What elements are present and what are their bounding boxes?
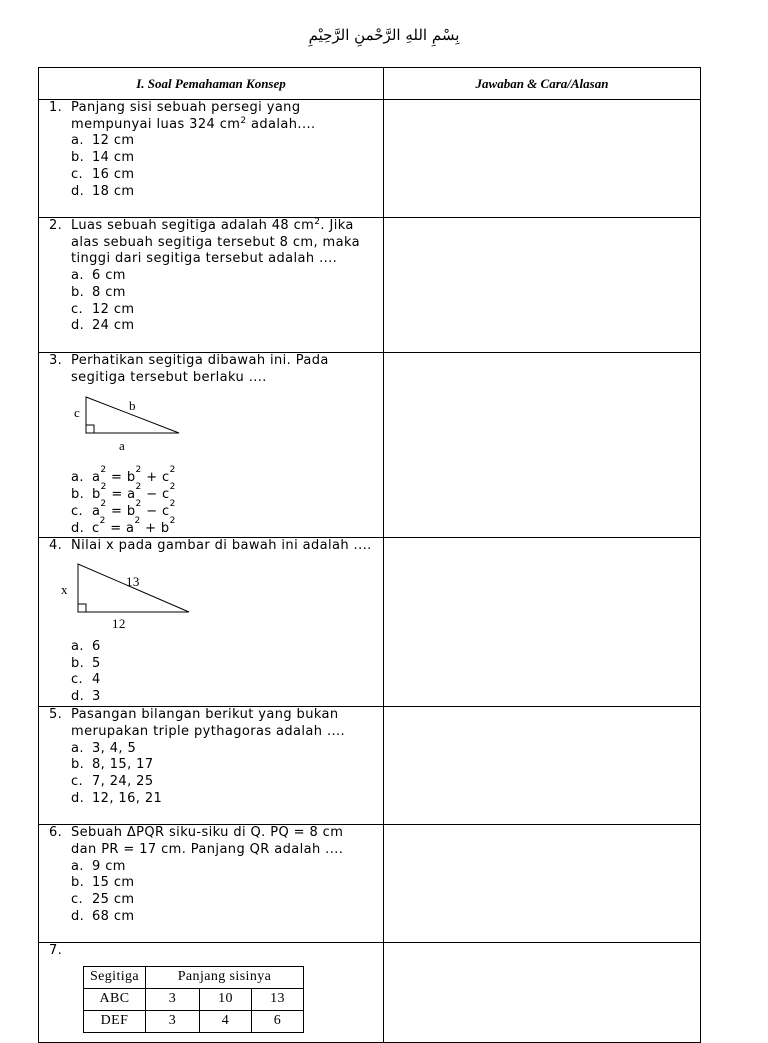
answer-cell-3[interactable] (384, 353, 701, 538)
option-b: b. 14 cm (71, 150, 135, 166)
option-b: b. 15 cm (71, 875, 135, 891)
option-d: d. 3 (71, 689, 101, 705)
question-row-2 (39, 218, 701, 353)
question-text: Luas sebuah segitiga adalah 48 $cm^2$. Jika (71, 217, 354, 233)
side-label-base: 12 (112, 615, 126, 631)
question-row-6 (39, 825, 701, 943)
question-number: 1. (49, 100, 63, 115)
option-a: a. 9 cm (71, 858, 126, 874)
question-5 (39, 707, 383, 807)
table-cell: 6 (252, 1010, 304, 1032)
option-list (71, 741, 379, 808)
option-a: a. 6 (71, 638, 101, 654)
option-d: d. 18 cm (71, 183, 135, 199)
question-number: 3. (49, 353, 63, 368)
column-header-questions: I. Soal Pemahaman Konsep (39, 68, 384, 100)
question-1 (39, 100, 383, 200)
option-a: a. 12 cm (71, 133, 135, 149)
question-text: Sebuah ΔPQR siku-siku di Q. PQ = 8 cm (71, 825, 344, 841)
question-number: 5. (49, 707, 63, 723)
question-6 (39, 825, 383, 925)
table-cell: 10 (200, 988, 252, 1010)
option-list (71, 465, 379, 537)
option-c: c. 12 cm (71, 301, 135, 317)
option-c: c. 25 cm (71, 892, 135, 908)
option-b: b. 8 cm (71, 284, 126, 300)
side-label-x: x (61, 581, 68, 597)
option-a: a. a 2 = b 2 + c 2 (71, 465, 176, 486)
question-text: tinggi dari segitiga tersebut adalah .... (71, 251, 338, 267)
question-text: alas sebuah segitiga tersebut 8 cm, maka (71, 234, 361, 250)
table-cell: 3 (146, 1010, 200, 1032)
triangle-figure-q3 (71, 386, 379, 470)
question-row-5 (39, 707, 701, 825)
question-row-3 (39, 353, 701, 538)
side-label-b: b (129, 398, 136, 414)
question-text: Pasangan bilangan berikut yang bukan (71, 707, 339, 723)
answer-cell-2[interactable] (384, 218, 701, 353)
option-d: d. 68 cm (71, 908, 135, 924)
answer-cell-1[interactable] (384, 100, 701, 218)
option-b: b. 8, 15, 17 (71, 757, 154, 773)
table-header-row (39, 68, 701, 100)
side-label-a: a (119, 438, 126, 454)
answer-cell-4[interactable] (384, 538, 701, 707)
question-number: 7. (49, 943, 63, 959)
right-triangle-diagram (71, 555, 231, 635)
option-b: b. b 2 = a 2 − c 2 (71, 482, 176, 503)
question-text: Nilai x pada gambar di bawah ini adalah .... (71, 538, 372, 554)
column-header-side-lengths: Panjang sisinya (146, 966, 304, 988)
question-7 (39, 943, 383, 1033)
option-a: a. 3, 4, 5 (71, 740, 137, 756)
question-3 (39, 353, 383, 537)
option-c: c. 7, 24, 25 (71, 774, 154, 790)
option-list (71, 268, 379, 335)
column-header-triangle: Segitiga (84, 966, 146, 988)
table-cell: ABC (84, 988, 146, 1010)
option-list (71, 639, 379, 706)
question-text: merupakan triple pythagoras adalah .... (71, 723, 346, 739)
table-header-row (84, 966, 304, 988)
option-list (71, 859, 379, 926)
column-header-answers: Jawaban & Cara/Alasan (384, 68, 701, 100)
option-d: d. 24 cm (71, 318, 135, 334)
table-cell: 4 (200, 1010, 252, 1032)
answer-cell-5[interactable] (384, 707, 701, 825)
table-cell: 3 (146, 988, 200, 1010)
triangle-sides-table (83, 966, 304, 1033)
question-text: mempunyai luas 324 $cm^2$ adalah.... (71, 115, 316, 132)
question-table (38, 67, 701, 1043)
question-text: dan PR = 17 cm. Panjang QR adalah .... (71, 841, 344, 857)
table-row (84, 988, 304, 1010)
option-c: c. a 2 = b 2 − c 2 (71, 498, 176, 519)
table-cell: DEF (84, 1010, 146, 1032)
side-label-c: c (74, 405, 81, 421)
bismillah-heading: بِسْمِ اللهِ الرَّحْمنِ الرَّحِيْمِ (308, 26, 460, 44)
side-label-hypotenuse: 13 (126, 573, 140, 589)
option-b: b. 5 (71, 655, 101, 671)
option-c: c. 16 cm (71, 166, 135, 182)
option-list (71, 133, 379, 200)
question-text: Panjang sisi sebuah persegi yang (71, 100, 301, 115)
table-cell: 13 (252, 988, 304, 1010)
option-c: c. 4 (71, 672, 101, 688)
question-row-4 (39, 538, 701, 707)
question-4 (39, 538, 383, 706)
table-row (84, 1010, 304, 1032)
right-triangle-diagram (71, 386, 211, 466)
question-number: 2. (49, 218, 63, 233)
option-d: d. c 2 = a 2 + b 2 (71, 515, 176, 536)
answer-cell-7[interactable] (384, 943, 701, 1043)
question-row-1 (39, 100, 701, 218)
option-d: d. 12, 16, 21 (71, 790, 163, 806)
triangle-figure-q4 (61, 555, 379, 639)
question-row-7 (39, 943, 701, 1043)
answer-cell-6[interactable] (384, 825, 701, 943)
question-number: 6. (49, 825, 63, 841)
question-text: segitiga tersebut berlaku .... (71, 369, 267, 385)
question-2 (39, 218, 383, 335)
question-text: Perhatikan segitiga dibawah ini. Pada (71, 353, 329, 368)
question-number: 4. (49, 538, 63, 554)
option-a: a. 6 cm (71, 268, 126, 284)
